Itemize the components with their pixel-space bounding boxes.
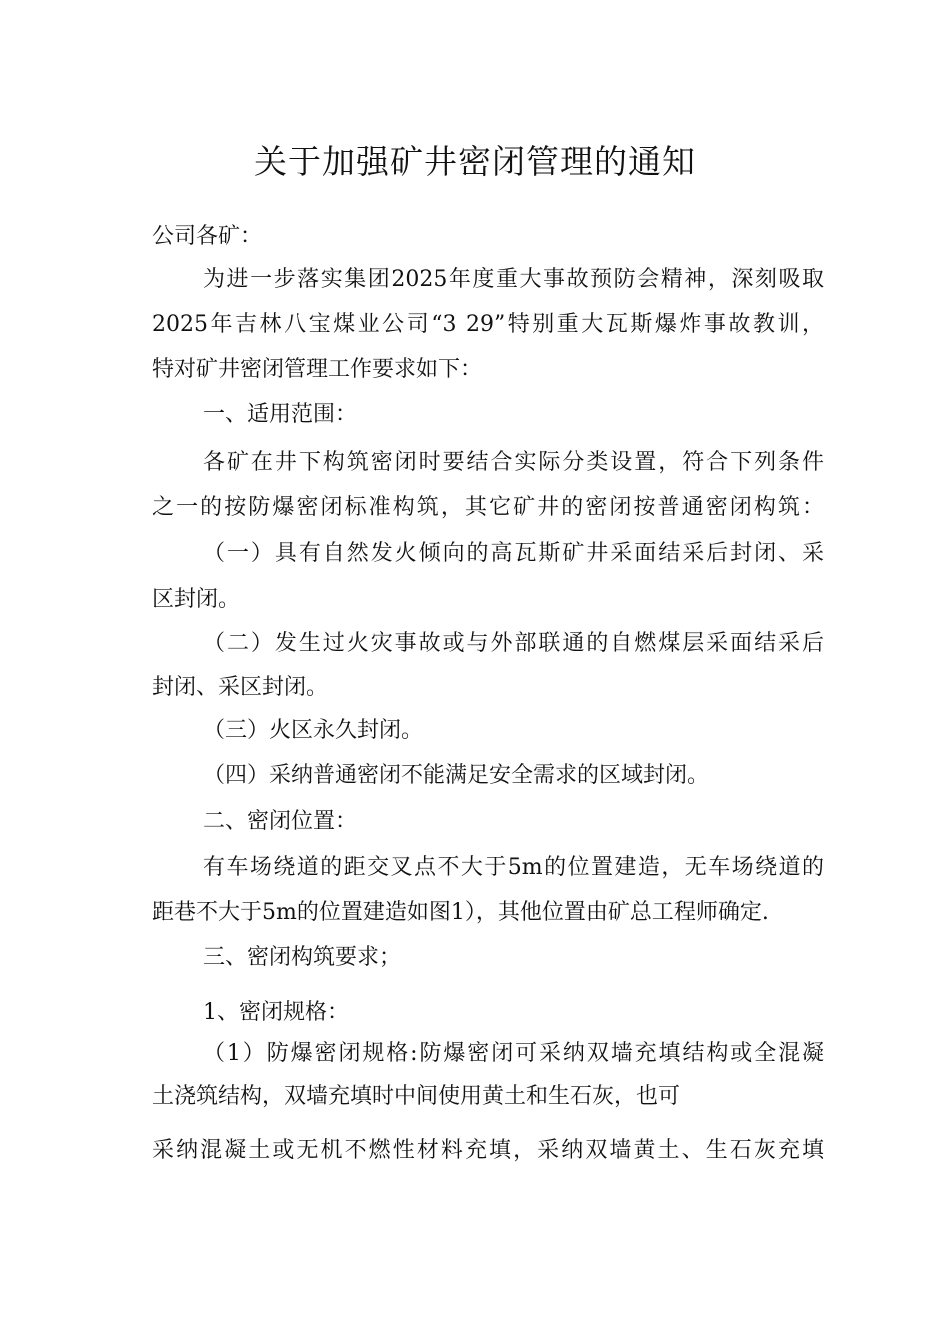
list-item-line: 封闭、采区封闭。 <box>152 675 329 700</box>
document-title: 关于加强矿井密闭管理的通知 <box>254 142 696 181</box>
list-item-line: 区封闭。 <box>152 587 241 612</box>
paragraph-line: 采纳混凝土或无机不燃性材料充填，采纳双墙黄土、生石灰充填 <box>152 1138 824 1163</box>
paragraph-line: 特对矿井密闭管理工作要求如下： <box>152 357 483 382</box>
paragraph-line: （1）防爆密闭规格:防爆密闭可采纳双墙充填结构或全混凝 <box>203 1041 824 1066</box>
paragraph-line: 各矿在井下构筑密闭时要结合实际分类设置，符合下列条件 <box>203 450 824 475</box>
salutation: 公司各矿： <box>152 224 263 249</box>
paragraph-line: 土浇筑结构，双墙充填时中间使用黄土和生石灰，也可 <box>152 1084 681 1109</box>
section-heading: 二、密闭位置： <box>203 809 358 834</box>
paragraph-line: 有车场绕道的距交叉点不大于5m的位置建造，无车场绕道的 <box>203 855 824 880</box>
list-item-line: （四）采纳普通密闭不能满足安全需求的区域封闭。 <box>203 763 710 788</box>
paragraph-line: 之一的按防爆密闭标准构筑，其它矿井的密闭按普通密闭构筑： <box>152 495 824 520</box>
paragraph-line: 为进一步落实集团2025年度重大事故预防会精神，深刻吸取 <box>203 267 824 292</box>
paragraph-line: 2025年吉林八宝煤业公司“3 29”特别重大瓦斯爆炸事故教训， <box>152 312 824 337</box>
paragraph-line: 距巷不大于5m的位置建造如图1），其他位置由矿总工程师确定. <box>152 900 769 925</box>
section-heading: 三、密闭构筑要求； <box>203 945 402 970</box>
list-item-line: （一）具有自然发火倾向的高瓦斯矿井采面结采后封闭、采 <box>203 541 824 566</box>
subsection-heading: 1、密闭规格： <box>203 1000 349 1025</box>
list-item-line: （二）发生过火灾事故或与外部联通的自燃煤层采面结采后 <box>203 631 824 656</box>
list-item-line: （三）火区永久封闭。 <box>203 718 424 743</box>
section-heading: 一、适用范围： <box>203 402 358 427</box>
